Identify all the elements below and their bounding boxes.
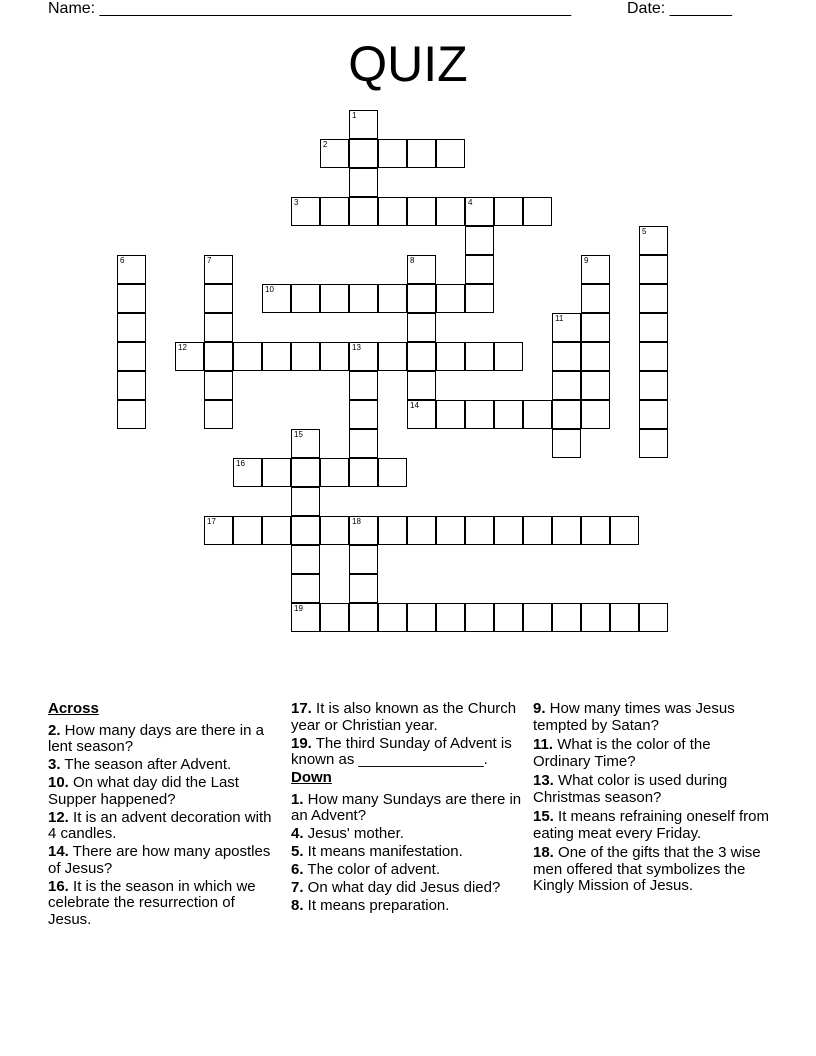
crossword-cell[interactable] <box>349 342 378 371</box>
crossword-cell[interactable] <box>523 400 552 429</box>
crossword-cell[interactable] <box>349 168 378 197</box>
crossword-cell[interactable] <box>378 516 407 545</box>
crossword-cell[interactable] <box>291 487 320 516</box>
clue-item <box>533 773 769 806</box>
crossword-cell[interactable] <box>639 284 668 313</box>
crossword-cell[interactable] <box>581 313 610 342</box>
clue-item-number: 14. <box>48 843 69 860</box>
crossword-cell[interactable] <box>233 458 262 487</box>
clue-number: 8 <box>410 256 415 265</box>
clue-item-text: How many days are there in a lent season? <box>48 721 264 755</box>
crossword-cell[interactable] <box>407 371 436 400</box>
crossword-cell[interactable] <box>465 516 494 545</box>
crossword-cell[interactable] <box>349 429 378 458</box>
crossword-cell[interactable] <box>436 400 465 429</box>
crossword-cell[interactable] <box>494 197 523 226</box>
name-field-label: Name: _____________________________________________________ <box>48 0 572 17</box>
crossword-cell[interactable] <box>349 458 378 487</box>
crossword-cell[interactable] <box>552 429 581 458</box>
crossword-cell[interactable] <box>349 110 378 139</box>
crossword-cell[interactable] <box>465 400 494 429</box>
crossword-cell[interactable] <box>117 371 146 400</box>
crossword-cell[interactable] <box>349 400 378 429</box>
crossword-cell[interactable] <box>523 197 552 226</box>
crossword-cell[interactable] <box>320 342 349 371</box>
clue-item-text: What color is used during Christmas season? <box>533 772 728 806</box>
clue-item <box>533 845 769 895</box>
clues-column-2 <box>291 701 523 916</box>
clue-item <box>291 862 523 879</box>
crossword-cell[interactable] <box>262 516 291 545</box>
page-title: QUIZ <box>348 36 468 92</box>
crossword-cell[interactable] <box>349 139 378 168</box>
crossword-cell[interactable] <box>291 516 320 545</box>
clue-item-text: It is the season in which we celebrate the resurrection of Jesus. <box>48 877 256 928</box>
crossword-cell[interactable] <box>610 516 639 545</box>
clue-number: 18 <box>352 517 361 526</box>
crossword-cell[interactable] <box>465 226 494 255</box>
crossword-cell[interactable] <box>465 342 494 371</box>
crossword-cell[interactable] <box>639 371 668 400</box>
clue-item-number: 5. <box>291 843 304 860</box>
clue-number: 2 <box>323 140 328 149</box>
clue-item <box>291 826 523 843</box>
clue-item-number: 6. <box>291 861 304 878</box>
crossword-cell[interactable] <box>204 371 233 400</box>
crossword-cell[interactable] <box>378 284 407 313</box>
crossword-cell[interactable] <box>349 545 378 574</box>
crossword-cell[interactable] <box>378 139 407 168</box>
crossword-cell[interactable] <box>349 603 378 632</box>
crossword-cell[interactable] <box>291 284 320 313</box>
crossword-cell[interactable] <box>349 284 378 313</box>
crossword-cell[interactable] <box>378 197 407 226</box>
crossword-cell[interactable] <box>349 371 378 400</box>
crossword-cell[interactable] <box>581 516 610 545</box>
clue-item-number: 15. <box>533 808 554 825</box>
clue-item-text: The season after Advent. <box>60 756 232 773</box>
clue-number: 7 <box>207 256 212 265</box>
clue-number: 19 <box>294 604 303 613</box>
crossword-cell[interactable] <box>117 400 146 429</box>
clue-item <box>48 723 278 756</box>
crossword-cell[interactable] <box>494 603 523 632</box>
clue-item-number: 12. <box>48 808 69 826</box>
clue-item-text: What is the color of the Ordinary Time? <box>533 736 711 770</box>
clue-item-text: The color of advent. <box>303 861 440 878</box>
crossword-cell[interactable] <box>639 313 668 342</box>
crossword-cell[interactable] <box>523 516 552 545</box>
clue-item <box>291 898 523 915</box>
crossword-cell[interactable] <box>407 313 436 342</box>
across-heading: Across <box>48 700 99 717</box>
crossword-cell[interactable] <box>552 371 581 400</box>
clue-item <box>48 757 278 774</box>
clue-item-number: 17. <box>291 700 312 717</box>
clue-number: 12 <box>178 343 187 352</box>
crossword-cell[interactable] <box>204 255 233 284</box>
down-heading: Down <box>291 769 332 786</box>
crossword-cell[interactable] <box>320 284 349 313</box>
crossword-cell[interactable] <box>262 458 291 487</box>
clue-item-text: The third Sunday of Advent is known as _______________. <box>291 734 512 768</box>
across-clue-list <box>48 723 278 929</box>
crossword-cell[interactable] <box>204 284 233 313</box>
crossword-cell[interactable] <box>407 197 436 226</box>
clue-number: 3 <box>294 198 299 207</box>
crossword-cell[interactable] <box>494 400 523 429</box>
clue-number: 1 <box>352 111 357 120</box>
clue-item <box>48 879 278 929</box>
clue-number: 4 <box>468 198 473 207</box>
crossword-cell[interactable] <box>552 400 581 429</box>
crossword-cell[interactable] <box>639 255 668 284</box>
across-clue-list-continued <box>291 701 523 769</box>
clue-item <box>291 701 523 734</box>
crossword-cell[interactable] <box>291 429 320 458</box>
down-clue-list <box>291 792 523 915</box>
clue-item-number: 1. <box>291 790 304 808</box>
crossword-cell[interactable] <box>378 342 407 371</box>
crossword-cell[interactable] <box>639 400 668 429</box>
crossword-cell[interactable] <box>552 516 581 545</box>
clue-item <box>48 810 278 843</box>
clue-number: 6 <box>120 256 125 265</box>
clue-item-number: 8. <box>291 897 304 914</box>
clue-item <box>291 844 523 861</box>
clue-item <box>291 736 523 769</box>
clue-item <box>291 880 523 897</box>
crossword-cell[interactable] <box>407 255 436 284</box>
clue-item-number: 3. <box>48 756 61 773</box>
crossword-cell[interactable] <box>204 313 233 342</box>
crossword-cell[interactable] <box>436 516 465 545</box>
down-clue-list-continued <box>533 701 769 895</box>
crossword-cell[interactable] <box>581 255 610 284</box>
crossword-cell[interactable] <box>581 371 610 400</box>
clue-item-text: It is also known as the Church year or Christian year. <box>291 700 517 734</box>
crossword-cell[interactable] <box>291 545 320 574</box>
clue-item-text: It means refraining oneself from eating meat every Friday. <box>533 808 769 842</box>
crossword-cell[interactable] <box>494 342 523 371</box>
clue-number: 11 <box>555 314 564 323</box>
clue-item-number: 18. <box>533 844 554 861</box>
crossword-cell[interactable] <box>494 516 523 545</box>
crossword-cell[interactable] <box>378 603 407 632</box>
clue-item-number: 10. <box>48 774 69 791</box>
clue-item-text: It means manifestation. <box>303 843 463 860</box>
clue-number: 13 <box>352 343 361 352</box>
crossword-cell[interactable] <box>349 574 378 603</box>
crossword-cell[interactable] <box>552 313 581 342</box>
crossword-cell[interactable] <box>610 603 639 632</box>
crossword-cell[interactable] <box>291 603 320 632</box>
clue-item <box>533 701 769 734</box>
clues-column-3 <box>533 701 769 898</box>
crossword-cell[interactable] <box>349 516 378 545</box>
crossword-cell[interactable] <box>262 284 291 313</box>
clue-item-text: On what day did Jesus died? <box>303 879 501 896</box>
crossword-cell[interactable] <box>117 255 146 284</box>
crossword-cell[interactable] <box>320 458 349 487</box>
crossword-cell[interactable] <box>291 197 320 226</box>
crossword-cell[interactable] <box>436 603 465 632</box>
crossword-cell[interactable] <box>465 284 494 313</box>
clue-item-number: 13. <box>533 772 554 789</box>
crossword-cell[interactable] <box>407 342 436 371</box>
crossword-cell[interactable] <box>639 342 668 371</box>
crossword-cell[interactable] <box>204 342 233 371</box>
crossword-cell[interactable] <box>378 458 407 487</box>
crossword-cell[interactable] <box>407 400 436 429</box>
clue-item-number: 19. <box>291 734 312 752</box>
crossword-cell[interactable] <box>581 603 610 632</box>
clue-item-number: 4. <box>291 825 304 842</box>
crossword-cell[interactable] <box>407 516 436 545</box>
crossword-cell[interactable] <box>523 603 552 632</box>
crossword-cell[interactable] <box>639 226 668 255</box>
clue-item-text: It is an advent decoration with 4 candles. <box>48 808 272 842</box>
clue-item-text: Jesus' mother. <box>303 825 404 842</box>
clue-item-number: 2. <box>48 721 61 739</box>
crossword-cell[interactable] <box>117 284 146 313</box>
clue-item-text: How many times was Jesus tempted by Satan? <box>533 700 735 734</box>
crossword-cell[interactable] <box>291 574 320 603</box>
clue-number: 15 <box>294 430 303 439</box>
clue-number: 17 <box>207 517 216 526</box>
clue-item-number: 9. <box>533 700 546 717</box>
clue-item <box>48 844 278 877</box>
crossword-cell[interactable] <box>320 139 349 168</box>
date-field-label: Date: _______ <box>627 0 732 17</box>
crossword-cell[interactable] <box>639 603 668 632</box>
crossword-cell[interactable] <box>552 603 581 632</box>
clue-item <box>291 792 523 825</box>
clue-item-text: On what day did the Last Supper happened? <box>48 774 239 808</box>
crossword-cell[interactable] <box>349 197 378 226</box>
clue-number: 10 <box>265 285 274 294</box>
clue-item-text: One of the gifts that the 3 wise men offered that symbolizes the Kingly Mission of Jesus. <box>533 844 761 894</box>
crossword-cell[interactable] <box>291 342 320 371</box>
clue-number: 16 <box>236 459 245 468</box>
crossword-cell[interactable] <box>465 197 494 226</box>
crossword-cell[interactable] <box>320 197 349 226</box>
clue-number: 5 <box>642 227 647 236</box>
clue-item-number: 11. <box>533 736 554 753</box>
crossword-cell[interactable] <box>407 284 436 313</box>
crossword-cell[interactable] <box>581 284 610 313</box>
crossword-cell[interactable] <box>407 139 436 168</box>
crossword-cell[interactable] <box>639 429 668 458</box>
clue-item-text: There are how many apostles of Jesus? <box>48 843 271 877</box>
crossword-cell[interactable] <box>291 458 320 487</box>
crossword-cell[interactable] <box>465 255 494 284</box>
crossword-cell[interactable] <box>175 342 204 371</box>
crossword-cell[interactable] <box>436 139 465 168</box>
crossword-cell[interactable] <box>436 342 465 371</box>
clue-number: 9 <box>584 256 589 265</box>
crossword-cell[interactable] <box>117 342 146 371</box>
clue-item-number: 7. <box>291 879 304 896</box>
crossword-cell[interactable] <box>262 342 291 371</box>
crossword-cell[interactable] <box>436 197 465 226</box>
crossword-cell[interactable] <box>552 342 581 371</box>
crossword-cell[interactable] <box>117 313 146 342</box>
crossword-cell[interactable] <box>581 342 610 371</box>
crossword-cell[interactable] <box>465 603 494 632</box>
clue-number: 14 <box>410 401 419 410</box>
clue-item-number: 16. <box>48 877 69 895</box>
clue-item <box>533 809 769 842</box>
clue-item-text: How many Sundays are there in an Advent? <box>291 790 522 824</box>
crossword-cell[interactable] <box>320 516 349 545</box>
crossword-cell[interactable] <box>204 400 233 429</box>
clue-item <box>533 737 769 770</box>
crossword-cell[interactable] <box>581 400 610 429</box>
clue-item-text: It means preparation. <box>303 897 450 914</box>
crossword-cell[interactable] <box>407 603 436 632</box>
clue-item <box>48 775 278 808</box>
crossword-cell[interactable] <box>233 342 262 371</box>
clues-column-1 <box>48 701 278 930</box>
crossword-cell[interactable] <box>204 516 233 545</box>
crossword-cell[interactable] <box>233 516 262 545</box>
crossword-cell[interactable] <box>320 603 349 632</box>
crossword-cell[interactable] <box>436 284 465 313</box>
